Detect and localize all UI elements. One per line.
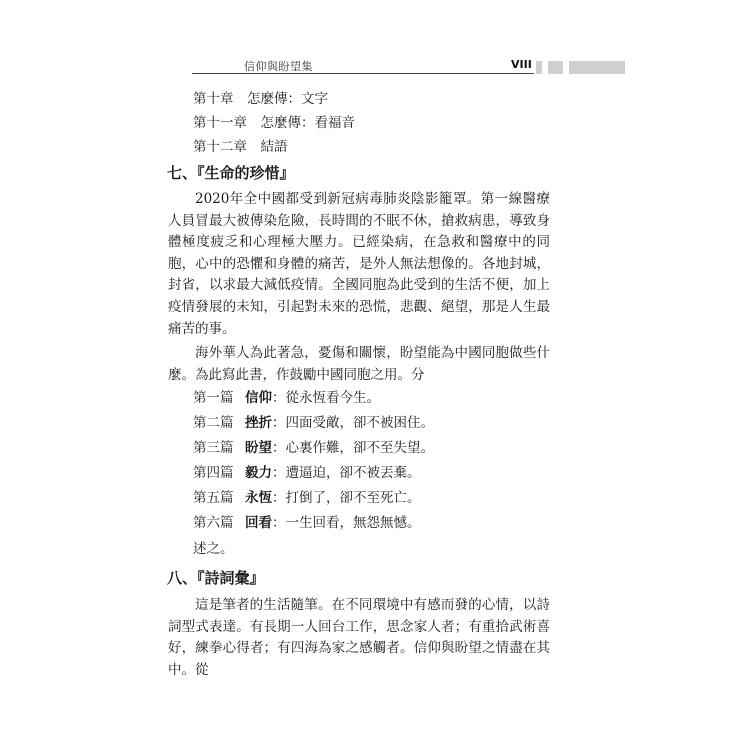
part-number: 第六篇	[193, 515, 234, 531]
page-number: VIII	[511, 58, 532, 71]
part-description: ：心裏作難，卻不至失望。	[272, 440, 434, 456]
part-item	[193, 414, 434, 432]
part-keyword: 毅力	[245, 465, 272, 481]
part-keyword: 盼望	[245, 440, 272, 456]
header-rule	[192, 73, 534, 74]
part-number: 第四篇	[193, 465, 234, 481]
part-description: ：一生回看，無怨無憾。	[272, 515, 421, 531]
paragraph	[168, 343, 550, 386]
paragraph	[168, 595, 550, 681]
paragraph-text: 海外華人為此著急，憂傷和關懷，盼望能為中國同胞做些什麼。為此寫此書，作鼓勵中國同胞之用。分	[168, 345, 550, 383]
chapter-item: 第十一章 怎麼傳：看福音	[193, 115, 355, 131]
part-keyword: 挫折	[245, 415, 272, 431]
chapter-item: 第十二章 結語	[193, 139, 288, 155]
thumb-tab-marker	[536, 61, 542, 74]
part-description: ：四面受敵，卻不被困住。	[272, 415, 434, 431]
part-item	[193, 514, 421, 532]
section-heading: 七、『生命的珍惜』	[167, 164, 295, 182]
part-keyword: 信仰	[245, 390, 272, 406]
part-number: 第五篇	[193, 490, 234, 506]
part-number: 第一篇	[193, 390, 234, 406]
part-description: ：遭逼迫，卻不被丟棄。	[272, 465, 421, 481]
part-keyword: 永恆	[245, 490, 272, 506]
paragraph-text: 這是筆者的生活隨筆。在不同環境中有感而發的心情，以詩詞型式表達。有長期一人回台工作，思念家人者；有重拾武術喜好，練拳心得者；有四海為家之感觸者。信仰與盼望之情盡在其中。從	[168, 597, 550, 678]
part-item	[193, 389, 380, 407]
part-number: 第二篇	[193, 415, 234, 431]
part-keyword: 回看	[245, 515, 272, 531]
part-number: 第三篇	[193, 440, 234, 456]
chapter-item: 第十章 怎麼傳：文字	[193, 91, 328, 107]
closing-text: 述之。	[193, 541, 234, 557]
thumb-tab-marker	[569, 61, 625, 74]
part-item	[193, 489, 421, 507]
paragraph	[168, 189, 550, 340]
thumb-tab-marker	[548, 61, 563, 74]
paragraph-text: 2020年全中國都受到新冠病毒肺炎陰影籠罩。第一線醫療人員冒最大被傳染危險，長時間的不眠不休，搶救病患，導致身體極度疲乏和心理極大壓力。已經染病，在急救和醫療中的同胞，心中的恐懼和身體的痛苦，是外人無法想像的。各地封城，封省，以求最大減低疫情。全國同胞為此受到的生活不便，加上疫情發展的未知，引起對未來的恐慌，悲觀、絕望，那是人生最痛苦的事。	[168, 191, 550, 337]
part-item	[193, 464, 421, 482]
part-description: ：打倒了，卻不至死亡。	[272, 490, 421, 506]
part-item	[193, 439, 434, 457]
part-description: ：從永恆看今生。	[272, 390, 380, 406]
section-heading: 八、『詩詞彙』	[167, 569, 265, 587]
running-header-title: 信仰與盼望集	[244, 60, 313, 73]
